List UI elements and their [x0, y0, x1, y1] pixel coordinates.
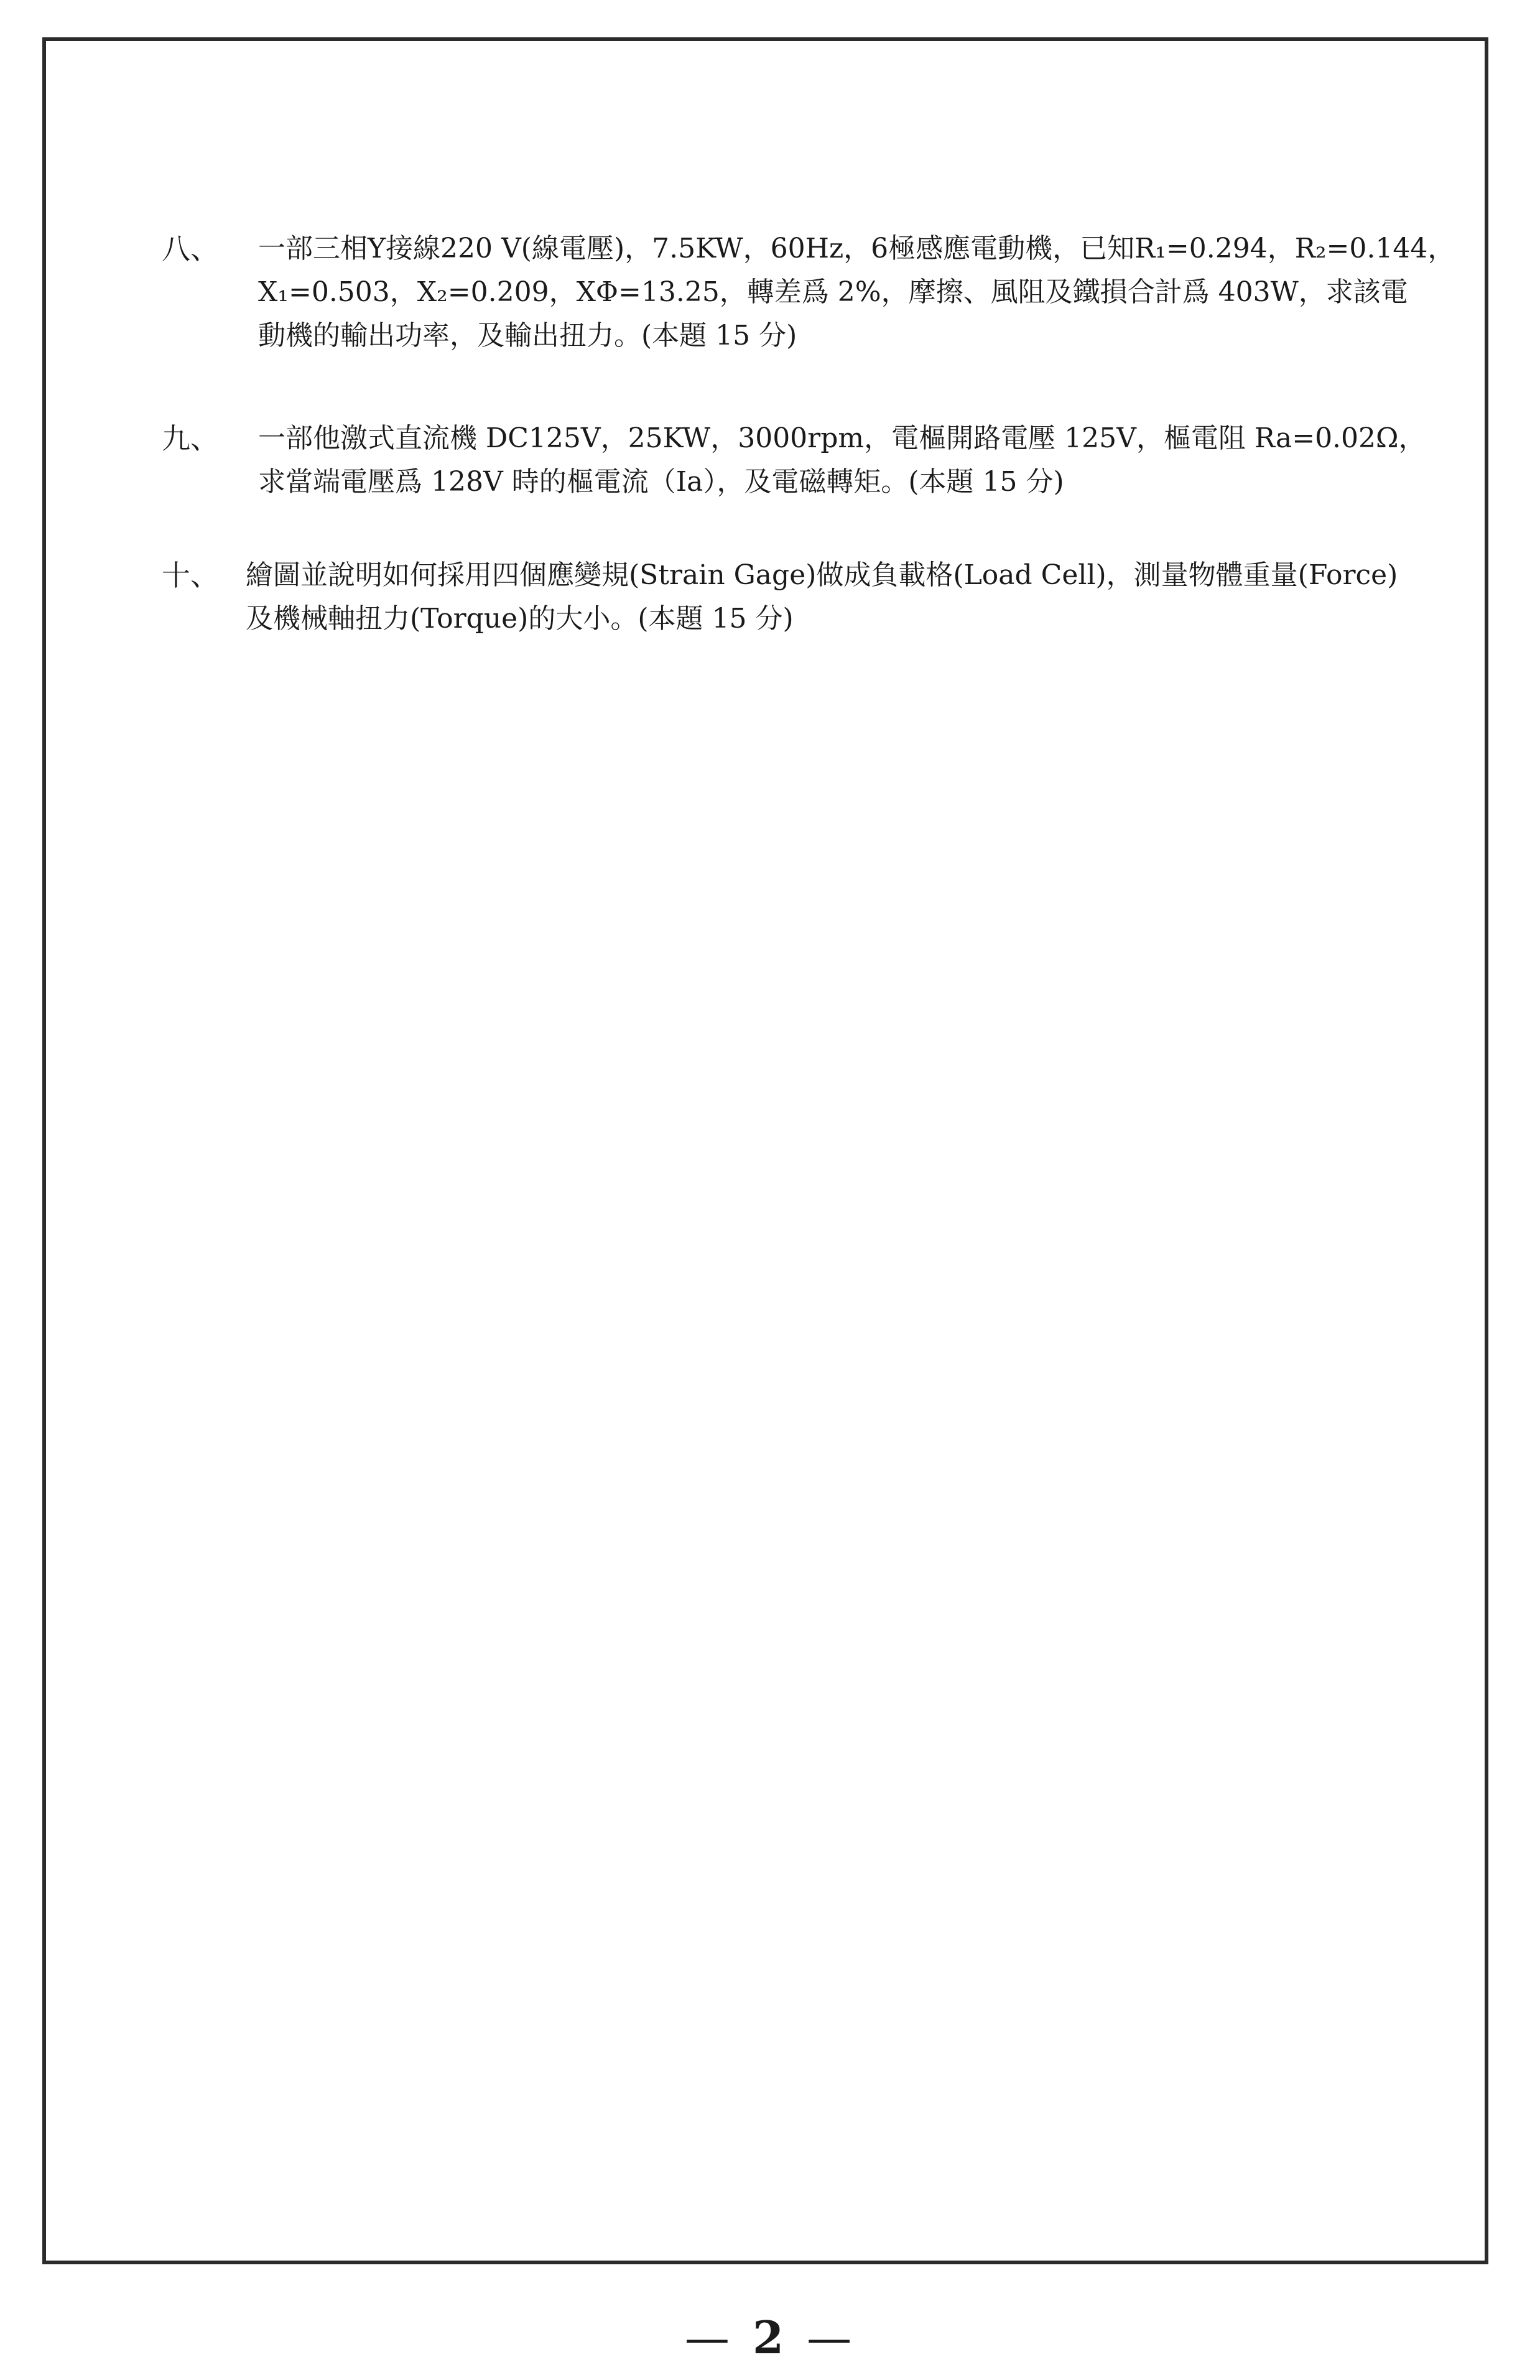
question-text	[246, 554, 1462, 641]
question-number: 九、	[162, 422, 219, 455]
question-line: 一部三相Y接線220 V(線電壓)，7.5KW，60Hz，6極感應電動機，已知R₁=0.294，R₂=0.144，	[258, 233, 1455, 264]
question-text	[258, 227, 1462, 358]
question-line: 及機械軸扭力(Torque)的大小。(本題 15 分)	[246, 603, 794, 635]
question-line: 求當端電壓爲 128V 時的樞電流（Ia），及電磁轉矩。(本題 15 分)	[258, 466, 1064, 498]
question-8	[162, 227, 1462, 358]
page-number-dash-left: —	[684, 2312, 733, 2364]
question-line: X₁=0.503，X₂=0.209，XΦ=13.25，轉差爲 2%，摩擦、風阻及鐵損合計爲 403W，求該電	[258, 276, 1408, 308]
question-line: 一部他激式直流機 DC125V，25KW，3000rpm，電樞開路電壓 125V，樞電阻 Ra=0.02Ω，	[258, 422, 1426, 454]
question-number: 八、	[162, 232, 219, 266]
question-number: 十、	[162, 559, 219, 592]
page-number	[0, 2311, 1540, 2364]
question-line: 動機的輸出功率，及輸出扭力。(本題 15 分)	[258, 320, 797, 351]
question-10	[162, 554, 1462, 641]
question-9	[162, 417, 1462, 504]
question-line: 繪圖並說明如何採用四個應變規(Strain Gage)做成負載格(Load Cell)，測量物體重量(Force)	[246, 559, 1398, 591]
question-text	[258, 417, 1462, 504]
page-number-dash-right: —	[807, 2312, 856, 2364]
page-border	[42, 37, 1488, 2264]
page-number-value: 2	[752, 2311, 788, 2364]
